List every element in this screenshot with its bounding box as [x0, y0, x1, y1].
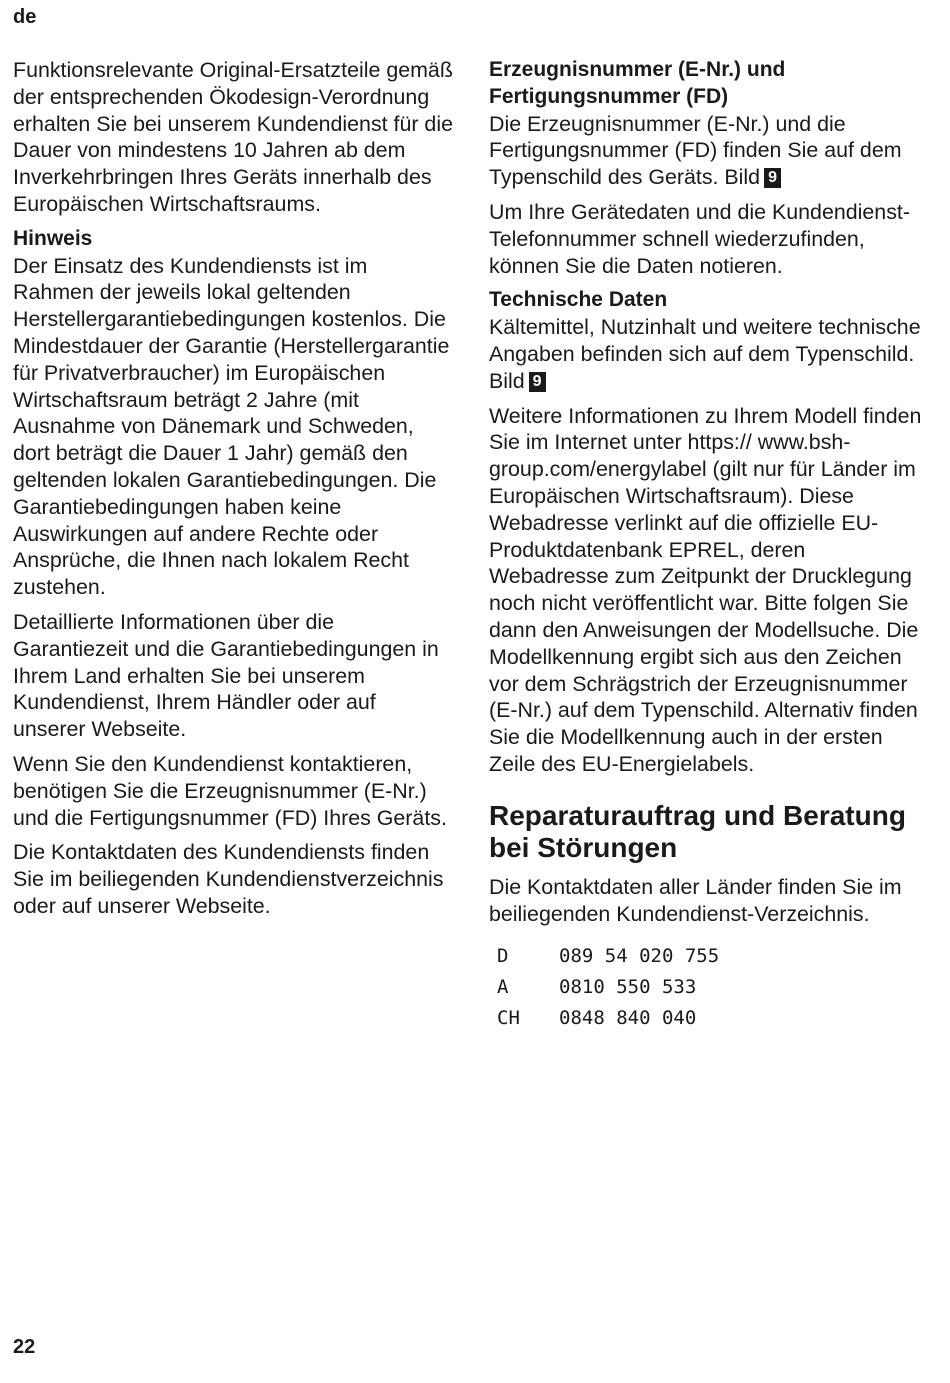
spare-parts-paragraph: Funktionsrelevante Original-Ersatzteile gemäß der entsprechenden Ökodesign-Verordnung erhalten Sie bei unserem Kundendienst für die Dauer von mindestens 10 Jahren ab dem Inverkehrbringen Ihres Geräts innerhalb des Europäischen Wirtschaftsraums. — [13, 58, 453, 216]
note-section — [13, 226, 453, 601]
phone-country: D — [497, 945, 509, 968]
figure-ref-badge: 9 — [764, 168, 781, 188]
note-data-paragraph: Um Ihre Gerätedaten und die Kundendienst-Telefonnummer schnell wiederzufinden, können Sie die Daten notieren. — [489, 199, 910, 278]
model-info-paragraph: Weitere Informationen zu Ihrem Modell finden Sie im Internet unter https:// www.bsh-group.com/energylabel (gilt nur für Länder im Europäischen Wirtschaftsraum). Diese Webadresse verlinkt auf die offizielle EU-Produktdatenbank EPREL, deren Webadresse zum Zeitpunkt der Drucklegung noch nicht veröffentlicht war. Bitte folgen Sie dann den Anweisungen der Modellsuche. Die Modellkennung ergibt sich aus den Zeichen vor dem Schrägstrich der Erzeugnisnummer (E-Nr.) auf dem Typenschild. Alternativ finden Sie die Modellkennung auch in der ersten Zeile des EU-Energielabels. — [489, 403, 922, 776]
phone-row — [489, 972, 719, 1003]
repair-text: Die Kontaktdaten aller Länder finden Sie im beiliegenden Kundendienst-Verzeichnis. — [489, 874, 902, 926]
repair-heading: Reparaturauftrag und Beratung bei Störungen — [489, 799, 906, 863]
product-number-section — [489, 57, 929, 191]
warranty-info-paragraph: Detaillierte Informationen über die Garantiezeit und die Garantiebedingungen in Ihrem Land erhalten Sie bei unserem Kundendienst, Ihrem Händler oder auf unserer Webseite. — [13, 609, 439, 742]
phone-country: A — [497, 976, 509, 999]
product-number-text — [489, 111, 929, 191]
right-column — [489, 57, 929, 1034]
product-number-heading: Erzeugnisnummer (E-Nr.) und Fertigungsnummer (FD) — [489, 58, 786, 108]
figure-ref-badge: 9 — [529, 372, 546, 392]
page-number: 22 — [13, 1336, 36, 1358]
phone-number: 089 54 020 755 — [559, 945, 720, 968]
technical-data-text — [489, 314, 929, 394]
technical-data-section — [489, 287, 929, 394]
phone-table — [489, 941, 719, 1034]
product-number-sentence: Die Erzeugnisnummer (E-Nr.) und die Fertigungsnummer (FD) finden Sie auf dem Typenschild des Geräts. Bild — [489, 111, 902, 190]
phone-number: 0810 550 533 — [559, 976, 697, 999]
phone-row — [489, 1003, 719, 1034]
contact-requirements-paragraph: Wenn Sie den Kundendienst kontaktieren, benötigen Sie die Erzeugnisnummer (E-Nr.) und die Fertigungsnummer (FD) Ihres Geräts. — [13, 751, 447, 830]
left-column — [13, 57, 453, 928]
technical-data-sentence: Kältemittel, Nutzinhalt und weitere technische Angaben befinden sich auf dem Typenschild. Bild — [489, 315, 921, 393]
note-heading: Hinweis — [13, 226, 93, 250]
phone-number: 0848 840 040 — [559, 1007, 697, 1030]
phone-row — [489, 941, 719, 972]
note-text: Der Einsatz des Kundendiensts ist im Rahmen der jeweils lokal geltenden Herstellergarantiebedingungen kostenlos. Die Mindestdauer der Garantie (Herstellergarantie für Privatverbraucher) im Europäischen Wirtschaftsraum beträgt 2 Jahre (mit Ausnahme von Dänemark und Schweden, dort beträgt die Dauer 1 Jahr) gemäß den geltenden lokalen Garantiebedingungen. Die Garantiebedingungen haben keine Auswirkungen auf andere Rechte oder Ansprüche, die Ihnen nach lokalem Recht zustehen. — [13, 253, 450, 600]
technical-data-heading: Technische Daten — [489, 288, 668, 312]
language-label: de — [13, 6, 37, 28]
phone-country: CH — [497, 1007, 520, 1030]
contact-data-paragraph: Die Kontaktdaten des Kundendiensts finden Sie im beiliegenden Kundendienstverzeichnis oder auf unserer Webseite. — [13, 840, 444, 918]
